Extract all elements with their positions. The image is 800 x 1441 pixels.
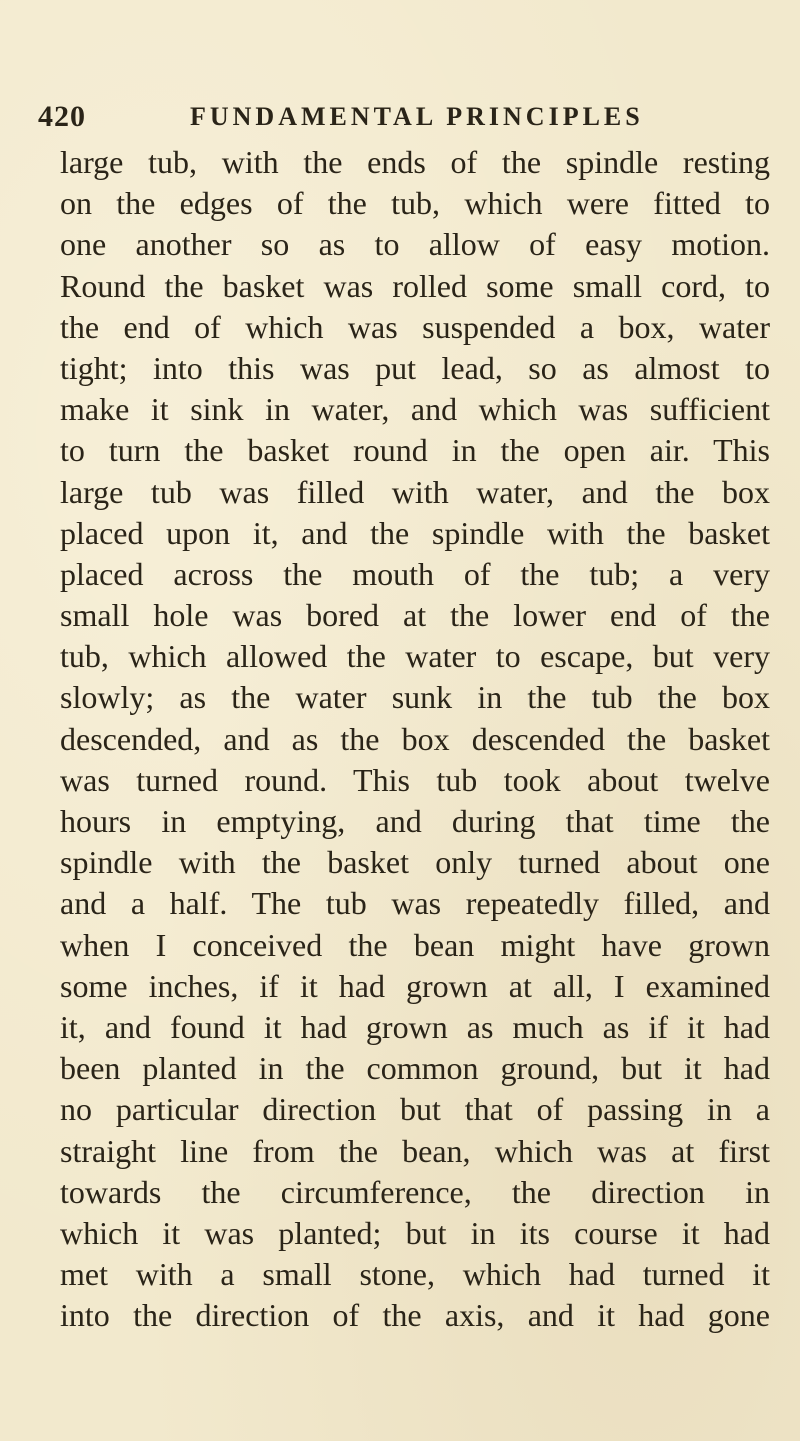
text-line: small hole was bored at the lower end of the <box>60 597 770 634</box>
text-line: which it was planted; but in its course it had <box>60 1214 770 1251</box>
text-line: tub, which allowed the water to escape, but very <box>60 638 770 675</box>
text-line: placed upon it, and the spindle with the basket <box>60 514 770 551</box>
running-title: FUNDAMENTAL PRINCIPLES <box>190 102 644 131</box>
text-line: one another so as to allow of easy motion. <box>60 226 770 263</box>
text-line: it, and found it had grown as much as if it had <box>60 1008 770 1045</box>
text-line: some inches, if it had grown at all, I examined <box>60 967 770 1004</box>
running-head <box>0 100 800 140</box>
text-line: towards the circumference, the direction in <box>60 1173 770 1210</box>
text-line: hours in emptying, and during that time the <box>60 803 770 839</box>
text-line: large tub, with the ends of the spindle resting <box>60 144 770 180</box>
text-line: straight line from the bean, which was at first <box>60 1132 770 1169</box>
text-line: make it sink in water, and which was sufficient <box>60 391 770 428</box>
text-line: no particular direction but that of passing in a <box>60 1091 770 1128</box>
text-line: was turned round. This tub took about twelve <box>60 761 770 798</box>
text-line: large tub was filled with water, and the box <box>60 473 770 510</box>
text-line: spindle with the basket only turned about one <box>60 844 770 881</box>
text-line: been planted in the common ground, but it had <box>60 1050 770 1087</box>
body-text <box>60 142 770 1336</box>
text-line: and a half. The tub was repeatedly filled, and <box>60 885 770 922</box>
text-line: slowly; as the water sunk in the tub the box <box>60 679 770 716</box>
text-line: to turn the basket round in the open air. This <box>60 432 770 469</box>
text-line: descended, and as the box descended the basket <box>60 720 770 757</box>
text-line: Round the basket was rolled some small cord, to <box>60 267 770 304</box>
text-line: tight; into this was put lead, so as almost to <box>60 349 770 386</box>
page-number: 420 <box>38 100 86 133</box>
text-line: when I conceived the bean might have grown <box>60 926 770 963</box>
text-line: on the edges of the tub, which were fitted to <box>60 185 770 222</box>
text-line: placed across the mouth of the tub; a very <box>60 555 770 592</box>
text-line: into the direction of the axis, and it had gone <box>60 1297 770 1334</box>
text-line: met with a small stone, which had turned it <box>60 1256 770 1293</box>
text-line: the end of which was suspended a box, water <box>60 308 770 345</box>
